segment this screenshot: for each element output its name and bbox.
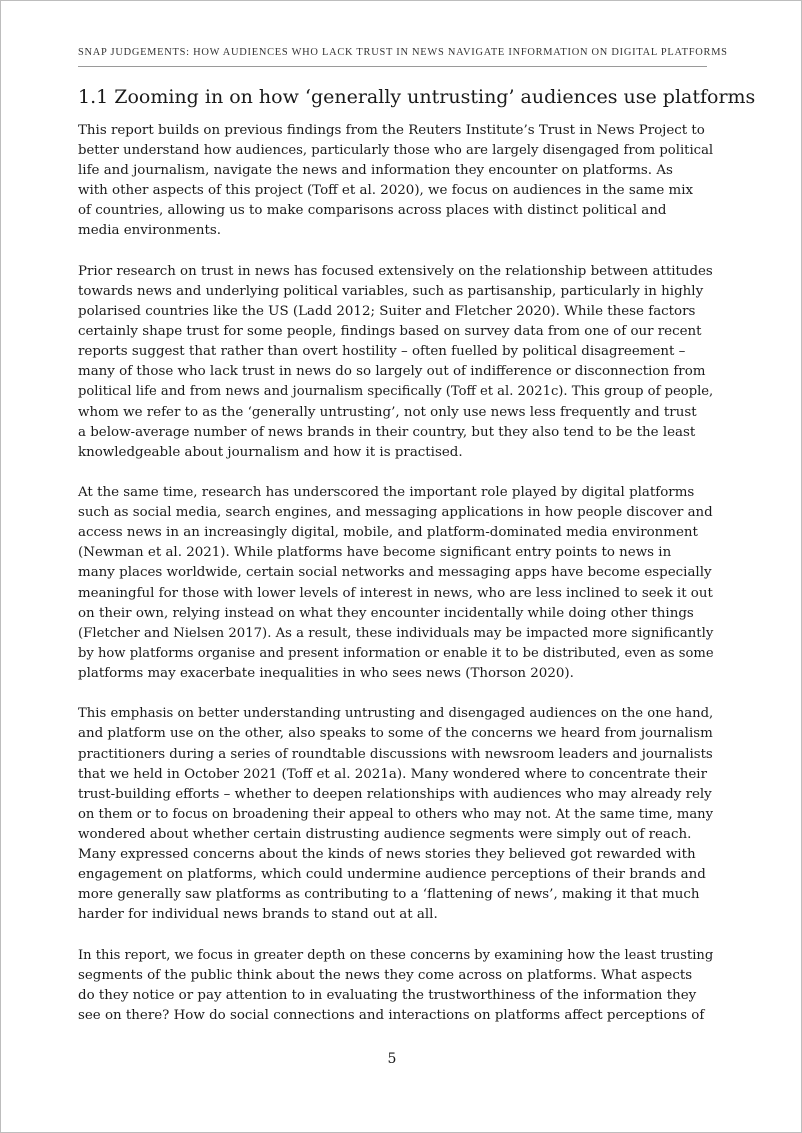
text-line: practitioners during a series of roundtable discussions with newsroom leaders and journalists bbox=[78, 746, 713, 762]
text-line: Prior research on trust in news has focused extensively on the relationship between attitudes bbox=[78, 263, 713, 279]
text-line: life and journalism, navigate the news and information they encounter on platforms. As bbox=[78, 163, 673, 179]
text-line: polarised countries like the US (Ladd 2012; Suiter and Fletcher 2020). While these factors bbox=[78, 304, 696, 320]
text-line: segments of the public think about the news they come across on platforms. What aspects bbox=[78, 967, 693, 983]
text-line: reports suggest that rather than overt hostility – often fuelled by political disagreement – bbox=[78, 344, 686, 360]
text-line: such as social media, search engines, and messaging applications in how people discover and bbox=[78, 505, 713, 521]
text-line: knowledgeable about journalism and how it is practised. bbox=[78, 444, 463, 460]
text-line: do they notice or pay attention to in evaluating the trustworthiness of the information they bbox=[78, 987, 697, 1003]
text-line: access news in an increasingly digital, mobile, and platform-dominated media environment bbox=[78, 525, 698, 541]
text-line: media environments. bbox=[78, 223, 221, 239]
text-line: platforms may exacerbate inequalities in who sees news (Thorson 2020). bbox=[78, 665, 574, 681]
paragraph-1 bbox=[78, 121, 718, 242]
paragraph-2 bbox=[78, 262, 718, 463]
text-line: This report builds on previous findings from the Reuters Institute’s Trust in News Project to bbox=[78, 123, 705, 138]
text-line: meaningful for those with lower levels of interest in news, who are less inclined to seek it out bbox=[78, 585, 713, 601]
paragraph-5 bbox=[78, 946, 718, 1026]
text-line: on their own, relying instead on what they encounter incidentally while doing other things bbox=[78, 605, 694, 621]
text-line: of countries, allowing us to make comparisons across places with distinct political and bbox=[78, 203, 667, 219]
text-line: harder for individual news brands to stand out at all. bbox=[78, 907, 438, 923]
running-header: SNAP JUDGEMENTS: HOW AUDIENCES WHO LACK TRUST IN NEWS NAVIGATE INFORMATION ON DIGITAL PLATFORMS bbox=[78, 47, 728, 58]
text-line: whom we refer to as the ‘generally untrusting’, not only use news less frequently and trust bbox=[78, 404, 697, 420]
text-line: In this report, we focus in greater depth on these concerns by examining how the least trusting bbox=[78, 947, 714, 963]
text-line: more generally saw platforms as contributing to a ‘flattening of news’, making it that much bbox=[78, 887, 700, 903]
text-line: better understand how audiences, particularly those who are largely disengaged from political bbox=[78, 143, 714, 159]
text-line: many of those who lack trust in news do so largely out of indifference or disconnection from bbox=[78, 364, 706, 380]
text-line: on them or to focus on broadening their appeal to others who may not. At the same time, many bbox=[78, 806, 714, 822]
text-line: At the same time, research has underscored the important role played by digital platforms bbox=[78, 485, 695, 501]
text-line: (Fletcher and Nielsen 2017). As a result, these individuals may be impacted more significantly bbox=[78, 625, 714, 641]
text-line: towards news and underlying political variables, such as partisanship, particularly in highly bbox=[78, 283, 704, 299]
text-line: wondered about whether certain distrusting audience segments were simply out of reach. bbox=[78, 826, 692, 842]
paragraph-4 bbox=[78, 704, 718, 925]
text-line: with other aspects of this project (Toff et al. 2020), we focus on audiences in the same mix bbox=[78, 183, 694, 199]
text-line: that we held in October 2021 (Toff et al. 2021a). Many wondered where to concentrate their bbox=[78, 766, 707, 782]
body-text bbox=[78, 121, 718, 1046]
text-line: engagement on platforms, which could undermine audience perceptions of their brands and bbox=[78, 867, 706, 883]
paragraph-3 bbox=[78, 483, 718, 684]
text-line: see on there? How do social connections and interactions on platforms affect perceptions of bbox=[78, 1007, 705, 1023]
section-heading: 1.1 Zooming in on how ‘generally untrusting’ audiences use platforms bbox=[78, 86, 756, 108]
text-line: This emphasis on better understanding untrusting and disengaged audiences on the one hand, bbox=[78, 706, 714, 722]
text-line: (Newman et al. 2021). While platforms have become significant entry points to news in bbox=[78, 545, 672, 561]
text-line: by how platforms organise and present information or enable it to be distributed, even as some bbox=[78, 645, 714, 661]
text-line: political life and from news and journalism specifically (Toff et al. 2021c). This group of people, bbox=[78, 384, 714, 400]
text-line: Many expressed concerns about the kinds of news stories they believed got rewarded with bbox=[78, 846, 696, 862]
text-line: trust-building efforts – whether to deepen relationships with audiences who may already rely bbox=[78, 786, 712, 802]
text-line: many places worldwide, certain social networks and messaging apps have become especially bbox=[78, 565, 712, 581]
page-number: 5 bbox=[387, 1051, 397, 1067]
text-line: certainly shape trust for some people, findings based on survey data from one of our recent bbox=[78, 324, 702, 340]
header-divider bbox=[78, 66, 707, 67]
text-line: a below-average number of news brands in their country, but they also tend to be the least bbox=[78, 424, 696, 440]
text-line: and platform use on the other, also speaks to some of the concerns we heard from journalism bbox=[78, 726, 713, 742]
